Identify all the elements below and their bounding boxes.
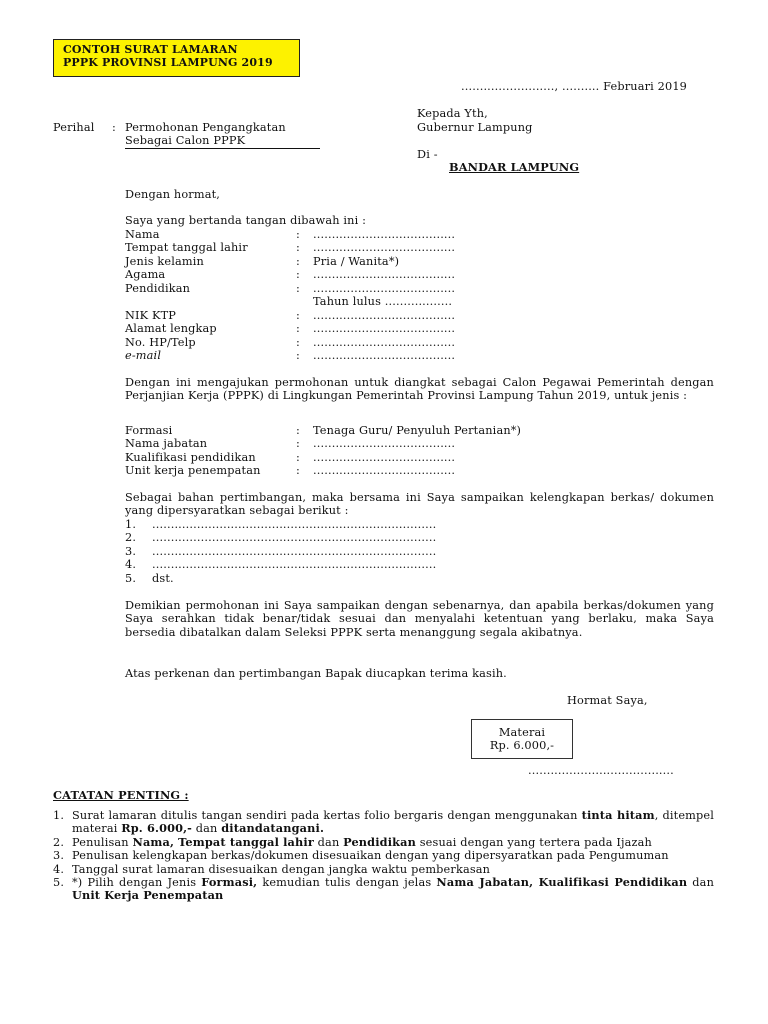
field-label: Alamat lengkap bbox=[125, 322, 217, 335]
tahun-lulus: Tahun lulus .................. bbox=[313, 295, 453, 308]
field-colon: : bbox=[296, 336, 300, 349]
application-paragraph: Dengan ini mengajukan permohonan untuk diangkat sebagai Calon Pegawai Pemerintah dengan Perjanjian Kerja (PPPK) di Lingkungan Pemerintah Provinsi Lampung Tahun 2019, untuk jenis : bbox=[125, 376, 714, 403]
field-value: ...................................... bbox=[313, 336, 456, 349]
field-label: Agama bbox=[125, 268, 166, 281]
note-item bbox=[53, 809, 714, 836]
note-text: dan bbox=[192, 822, 222, 836]
field-label: Unit kerja penempatan bbox=[125, 464, 261, 477]
note-number: 5. bbox=[53, 876, 65, 890]
field-label: Formasi bbox=[125, 424, 173, 437]
signature-name-line: ....................................... bbox=[528, 764, 674, 777]
field-label: Kualifikasi pendidikan bbox=[125, 451, 256, 464]
document-title-box bbox=[53, 39, 300, 77]
perihal-colon: : bbox=[112, 121, 116, 134]
field-value: ...................................... bbox=[313, 322, 456, 335]
field-value: Tenaga Guru/ Penyuluh Pertanian*) bbox=[313, 424, 522, 437]
field-colon: : bbox=[296, 255, 300, 268]
field-value: ...................................... bbox=[313, 349, 456, 362]
field-value: ...................................... bbox=[313, 241, 456, 254]
notes-list bbox=[53, 809, 714, 903]
note-number: 2. bbox=[53, 835, 65, 849]
list-number: 2. bbox=[125, 531, 137, 544]
note-emphasis: ditandatangani. bbox=[221, 821, 325, 836]
note-emphasis: Pendidikan bbox=[343, 834, 416, 849]
perihal-line-2: Sebagai Calon PPPK bbox=[125, 134, 246, 147]
recipient-line-1: Kepada Yth, bbox=[417, 107, 488, 120]
perihal-label: Perihal bbox=[53, 121, 95, 134]
field-colon: : bbox=[296, 268, 300, 281]
note-emphasis: Nama, Tempat tanggal lahir bbox=[132, 834, 314, 849]
note-emphasis: tinta hitam bbox=[581, 808, 655, 822]
field-label: Pendidikan bbox=[125, 282, 191, 295]
greeting: Dengan hormat, bbox=[125, 188, 221, 201]
closing-paragraph: Demikian permohonan ini Saya sampaikan dengan sebenarnya, dan apabila berkas/dokumen yang Saya serahkan tidak benar/tidak sesuai dan menyalahi ketentuan yang berlaku, maka Saya bersedia dibatalkan dalam Seleksi PPPK serta menanggung segala akibatnya. bbox=[125, 599, 714, 639]
field-label: Tempat tanggal lahir bbox=[125, 241, 248, 254]
list-text: ............................................................................ bbox=[152, 558, 437, 571]
note-emphasis: Unit Kerja Penempatan bbox=[72, 888, 224, 903]
field-colon: : bbox=[296, 309, 300, 322]
date-line: ........................., .......... Februari 2019 bbox=[461, 80, 688, 93]
list-number: 3. bbox=[125, 545, 137, 558]
note-text: dan bbox=[313, 835, 344, 849]
list-text: dst. bbox=[152, 572, 174, 585]
note-text: sesuai dengan yang tertera pada Ijazah bbox=[415, 835, 652, 849]
note-item bbox=[53, 849, 714, 862]
note-text: , ditempel materai bbox=[72, 809, 714, 836]
intro-text: Saya yang bertanda tangan dibawah ini : bbox=[125, 214, 367, 227]
recipient-line-3: Di - bbox=[417, 148, 438, 161]
note-text: Penulisan kelengkapan berkas/dokumen disesuaikan dengan yang dipersyaratkan pada Pengumuman bbox=[72, 849, 669, 863]
field-label: No. HP/Telp bbox=[125, 336, 196, 349]
list-number: 1. bbox=[125, 518, 137, 531]
materai-stamp-box bbox=[471, 719, 573, 759]
note-item bbox=[53, 876, 714, 903]
perihal-underline bbox=[125, 148, 320, 149]
field-label: NIK KTP bbox=[125, 309, 177, 322]
field-value: Pria / Wanita*) bbox=[313, 255, 400, 268]
note-number: 3. bbox=[53, 849, 65, 863]
note-number: 4. bbox=[53, 862, 65, 876]
documents-paragraph: Sebagai bahan pertimbangan, maka bersama ini Saya sampaikan kelengkapan berkas/ dokumen yang dipersyaratkan sebagai berikut : bbox=[125, 491, 714, 518]
field-label: e-mail bbox=[125, 349, 162, 362]
field-value: ...................................... bbox=[313, 437, 456, 450]
field-value: ...................................... bbox=[313, 464, 456, 477]
field-label: Nama jabatan bbox=[125, 437, 208, 450]
field-value: ...................................... bbox=[313, 309, 456, 322]
thanks-text: Atas perkenan dan pertimbangan Bapak diucapkan terima kasih. bbox=[125, 667, 507, 680]
note-emphasis: Rp. 6.000,- bbox=[121, 821, 193, 836]
note-item bbox=[53, 863, 714, 876]
list-number: 4. bbox=[125, 558, 137, 571]
materai-label: Materai bbox=[498, 726, 546, 739]
field-colon: : bbox=[296, 464, 300, 477]
notes-title: CATATAN PENTING : bbox=[53, 788, 189, 802]
note-emphasis: Formasi, bbox=[201, 875, 258, 890]
list-text: ............................................................................ bbox=[152, 518, 437, 531]
note-text: kemudian tulis dengan jelas bbox=[257, 876, 437, 890]
note-text: Surat lamaran ditulis tangan sendiri pada kertas folio bergaris dengan menggunakan bbox=[72, 809, 582, 822]
note-number: 1. bbox=[53, 809, 65, 822]
recipient-line-2: Gubernur Lampung bbox=[417, 121, 533, 134]
note-emphasis: Nama Jabatan, Kualifikasi Pendidikan bbox=[436, 875, 688, 890]
note-item bbox=[53, 836, 714, 849]
note-text: Penulisan bbox=[72, 835, 133, 849]
field-value: ...................................... bbox=[313, 268, 456, 281]
recipient-city: BANDAR LAMPUNG bbox=[449, 160, 580, 174]
note-text: Tanggal surat lamaran disesuaikan dengan jangka waktu pemberkasan bbox=[72, 862, 491, 876]
field-value: ...................................... bbox=[313, 451, 456, 464]
list-text: ............................................................................ bbox=[152, 531, 437, 544]
field-colon: : bbox=[296, 437, 300, 450]
field-label: Nama bbox=[125, 228, 160, 241]
field-colon: : bbox=[296, 282, 300, 295]
note-text: *) Pilih dengan Jenis bbox=[72, 876, 202, 890]
field-colon: : bbox=[296, 451, 300, 464]
field-colon: : bbox=[296, 322, 300, 335]
title-line-1: CONTOH SURAT LAMARAN bbox=[63, 43, 238, 56]
perihal-line-1: Permohonan Pengangkatan bbox=[125, 121, 286, 134]
signature-closing: Hormat Saya, bbox=[567, 694, 648, 707]
field-label: Jenis kelamin bbox=[125, 255, 204, 268]
materai-amount: Rp. 6.000,- bbox=[489, 739, 555, 752]
title-line-2: PPPK PROVINSI LAMPUNG 2019 bbox=[63, 56, 273, 70]
list-number: 5. bbox=[125, 572, 137, 585]
note-text: dan bbox=[687, 876, 714, 890]
field-value: ...................................... bbox=[313, 282, 456, 295]
field-colon: : bbox=[296, 228, 300, 241]
field-colon: : bbox=[296, 241, 300, 254]
field-colon: : bbox=[296, 424, 300, 437]
list-text: ............................................................................ bbox=[152, 545, 437, 558]
field-colon: : bbox=[296, 349, 300, 362]
field-value: ...................................... bbox=[313, 228, 456, 241]
